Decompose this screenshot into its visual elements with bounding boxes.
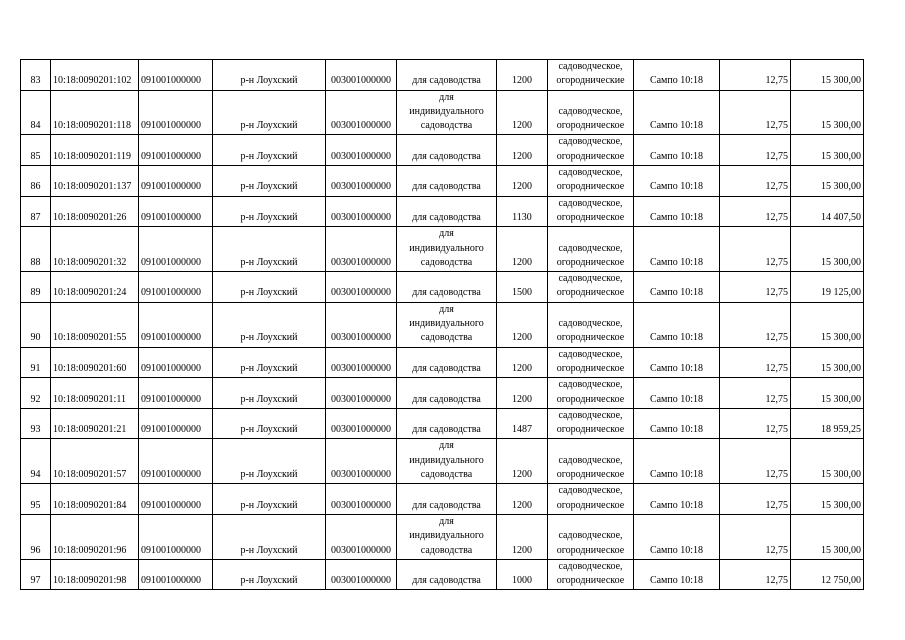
usage-type-line: огородническое (556, 256, 625, 268)
usage-type-cell (548, 227, 634, 272)
cadastral-value-cell: 15 300,00 (791, 439, 864, 484)
category-code-cell: 003001000000 (326, 347, 397, 378)
district-cell: р-н Лоухский (213, 347, 326, 378)
usage-type-cell (548, 90, 634, 135)
usage-type-cell (548, 378, 634, 409)
cadastral-number-cell: 10:18:0090201:55 (51, 302, 139, 347)
category-code-cell: 003001000000 (326, 439, 397, 484)
specific-value-cell: 12,75 (720, 135, 791, 166)
row-number-cell: 97 (21, 559, 51, 590)
okato-code-cell: 091001000000 (139, 559, 213, 590)
district-cell: р-н Лоухский (213, 302, 326, 347)
permitted-use-cell (397, 302, 497, 347)
row-number-cell: 93 (21, 408, 51, 439)
area-cell: 1200 (497, 347, 548, 378)
usage-type-line: огородническое (556, 150, 625, 162)
area-cell: 1200 (497, 227, 548, 272)
permitted-use-line: для садоводства (412, 393, 481, 405)
usage-type-line: огородническое (556, 287, 625, 299)
permitted-use-line: индивидуального (409, 454, 484, 466)
district-cell: р-н Лоухский (213, 559, 326, 590)
cadastral-zone-cell: Сампо 10:18 (634, 378, 720, 409)
okato-code-cell: 091001000000 (139, 347, 213, 378)
category-code-cell: 003001000000 (326, 60, 397, 91)
permitted-use-line: для (439, 440, 454, 452)
category-code-cell: 003001000000 (326, 135, 397, 166)
usage-type-line: садоводческое, (558, 167, 623, 179)
cadastral-value-cell: 15 300,00 (791, 347, 864, 378)
area-cell: 1200 (497, 60, 548, 91)
usage-type-line: огородническое (556, 575, 625, 587)
category-code-cell: 003001000000 (326, 272, 397, 303)
usage-type-line: огородническое (556, 120, 625, 132)
specific-value-cell: 12,75 (720, 166, 791, 197)
specific-value-cell: 12,75 (720, 272, 791, 303)
okato-code-cell: 091001000000 (139, 378, 213, 409)
permitted-use-line: для садоводства (412, 362, 481, 374)
cadastral-value-cell: 15 300,00 (791, 302, 864, 347)
cadastral-zone-cell: Сампо 10:18 (634, 60, 720, 91)
permitted-use-cell (397, 60, 497, 91)
area-cell: 1200 (497, 302, 548, 347)
cadastral-value-cell: 19 125,00 (791, 272, 864, 303)
okato-code-cell: 091001000000 (139, 60, 213, 91)
area-cell: 1200 (497, 90, 548, 135)
cadastral-number-cell: 10:18:0090201:57 (51, 439, 139, 484)
permitted-use-line: для (439, 228, 454, 240)
area-cell: 1200 (497, 439, 548, 484)
category-code-cell: 003001000000 (326, 227, 397, 272)
table-row (21, 439, 864, 484)
cadastral-value-cell: 14 407,50 (791, 196, 864, 227)
permitted-use-line: садоводства (420, 469, 473, 481)
usage-type-cell (548, 196, 634, 227)
usage-type-line: садоводческое, (558, 348, 623, 360)
permitted-use-line: для садоводства (412, 287, 481, 299)
cadastral-number-cell: 10:18:0090201:118 (51, 90, 139, 135)
table-row (21, 60, 864, 91)
permitted-use-cell (397, 559, 497, 590)
specific-value-cell: 12,75 (720, 514, 791, 559)
specific-value-cell: 12,75 (720, 302, 791, 347)
cadastral-number-cell: 10:18:0090201:21 (51, 408, 139, 439)
district-cell: р-н Лоухский (213, 60, 326, 91)
row-number-cell: 88 (21, 227, 51, 272)
category-code-cell: 003001000000 (326, 559, 397, 590)
usage-type-line: огородническое (556, 181, 625, 193)
usage-type-cell (548, 347, 634, 378)
permitted-use-cell (397, 166, 497, 197)
specific-value-cell: 12,75 (720, 439, 791, 484)
district-cell: р-н Лоухский (213, 439, 326, 484)
area-cell: 1200 (497, 484, 548, 515)
cadastral-number-cell: 10:18:0090201:32 (51, 227, 139, 272)
permitted-use-line: для садоводства (412, 424, 481, 436)
row-number-cell: 92 (21, 378, 51, 409)
usage-type-cell (548, 302, 634, 347)
cadastral-zone-cell: Сампо 10:18 (634, 196, 720, 227)
okato-code-cell: 091001000000 (139, 272, 213, 303)
okato-code-cell: 091001000000 (139, 90, 213, 135)
category-code-cell: 003001000000 (326, 196, 397, 227)
usage-type-line: садоводческое, (558, 379, 623, 391)
usage-type-line: садоводческое, (558, 273, 623, 285)
table-row (21, 272, 864, 303)
usage-type-line: садоводческое, (558, 105, 623, 117)
permitted-use-cell (397, 135, 497, 166)
usage-type-line: садоводческое, (558, 136, 623, 148)
permitted-use-cell (397, 196, 497, 227)
cadastral-zone-cell: Сампо 10:18 (634, 439, 720, 484)
usage-type-line: садоводческое, (558, 318, 623, 330)
table-row (21, 378, 864, 409)
table-row (21, 166, 864, 197)
usage-type-line: огородническое (556, 393, 625, 405)
row-number-cell: 85 (21, 135, 51, 166)
row-number-cell: 87 (21, 196, 51, 227)
specific-value-cell: 12,75 (720, 347, 791, 378)
category-code-cell: 003001000000 (326, 408, 397, 439)
area-cell: 1200 (497, 135, 548, 166)
district-cell: р-н Лоухский (213, 227, 326, 272)
usage-type-line: огородническое (556, 332, 625, 344)
usage-type-cell (548, 272, 634, 303)
usage-type-cell (548, 135, 634, 166)
specific-value-cell: 12,75 (720, 196, 791, 227)
cadastral-number-cell: 10:18:0090201:24 (51, 272, 139, 303)
district-cell: р-н Лоухский (213, 90, 326, 135)
cadastral-zone-cell: Сампо 10:18 (634, 90, 720, 135)
specific-value-cell: 12,75 (720, 60, 791, 91)
permitted-use-cell (397, 227, 497, 272)
permitted-use-line: для садоводства (412, 75, 481, 87)
permitted-use-line: индивидуального (409, 242, 484, 254)
usage-type-line: садоводческое, (558, 242, 623, 254)
permitted-use-cell (397, 408, 497, 439)
table-row (21, 484, 864, 515)
row-number-cell: 86 (21, 166, 51, 197)
cadastral-value-cell: 15 300,00 (791, 484, 864, 515)
usage-type-cell (548, 514, 634, 559)
area-cell: 1487 (497, 408, 548, 439)
cadastral-value-cell: 12 750,00 (791, 559, 864, 590)
permitted-use-line: индивидуального (409, 105, 484, 117)
row-number-cell: 95 (21, 484, 51, 515)
usage-type-line: садоводческое, (558, 530, 623, 542)
cadastral-number-cell: 10:18:0090201:119 (51, 135, 139, 166)
cadastral-number-cell: 10:18:0090201:102 (51, 60, 139, 91)
category-code-cell: 003001000000 (326, 90, 397, 135)
district-cell: р-н Лоухский (213, 272, 326, 303)
row-number-cell: 83 (21, 60, 51, 91)
cadastral-number-cell: 10:18:0090201:11 (51, 378, 139, 409)
usage-type-line: садоводческое, (558, 560, 623, 572)
table-row (21, 227, 864, 272)
specific-value-cell: 12,75 (720, 378, 791, 409)
table-row (21, 347, 864, 378)
cadastral-zone-cell: Сампо 10:18 (634, 227, 720, 272)
table-row (21, 135, 864, 166)
specific-value-cell: 12,75 (720, 408, 791, 439)
cadastral-zone-cell: Сампо 10:18 (634, 484, 720, 515)
table-row (21, 514, 864, 559)
permitted-use-cell (397, 272, 497, 303)
usage-type-cell (548, 60, 634, 91)
specific-value-cell: 12,75 (720, 484, 791, 515)
category-code-cell: 003001000000 (326, 378, 397, 409)
permitted-use-line: для (439, 303, 454, 315)
area-cell: 1200 (497, 378, 548, 409)
cadastral-zone-cell: Сампо 10:18 (634, 408, 720, 439)
permitted-use-line: садоводства (420, 120, 473, 132)
row-number-cell: 96 (21, 514, 51, 559)
usage-type-line: огороднические (556, 75, 625, 87)
cadastral-value-cell: 15 300,00 (791, 227, 864, 272)
cadastral-value-cell: 15 300,00 (791, 378, 864, 409)
cadastral-zone-cell: Сампо 10:18 (634, 559, 720, 590)
cadastral-number-cell: 10:18:0090201:98 (51, 559, 139, 590)
specific-value-cell: 12,75 (720, 90, 791, 135)
okato-code-cell: 091001000000 (139, 408, 213, 439)
permitted-use-cell (397, 514, 497, 559)
district-cell: р-н Лоухский (213, 378, 326, 409)
area-cell: 1500 (497, 272, 548, 303)
row-number-cell: 91 (21, 347, 51, 378)
district-cell: р-н Лоухский (213, 514, 326, 559)
row-number-cell: 90 (21, 302, 51, 347)
permitted-use-cell (397, 347, 497, 378)
usage-type-cell (548, 408, 634, 439)
permitted-use-cell (397, 378, 497, 409)
usage-type-line: садоводческое, (558, 409, 623, 421)
cadastral-zone-cell: Сампо 10:18 (634, 514, 720, 559)
district-cell: р-н Лоухский (213, 408, 326, 439)
table-row (21, 90, 864, 135)
permitted-use-line: для садоводства (412, 150, 481, 162)
district-cell: р-н Лоухский (213, 196, 326, 227)
permitted-use-line: для садоводства (412, 499, 481, 511)
permitted-use-line: для садоводства (412, 211, 481, 223)
usage-type-cell (548, 484, 634, 515)
okato-code-cell: 091001000000 (139, 484, 213, 515)
permitted-use-line: для (439, 515, 454, 527)
usage-type-line: огородническое (556, 211, 625, 223)
cadastral-number-cell: 10:18:0090201:96 (51, 514, 139, 559)
area-cell: 1000 (497, 559, 548, 590)
cadastral-zone-cell: Сампо 10:18 (634, 272, 720, 303)
usage-type-cell (548, 166, 634, 197)
permitted-use-line: для садоводства (412, 181, 481, 193)
row-number-cell: 84 (21, 90, 51, 135)
usage-type-line: садоводческое, (558, 454, 623, 466)
district-cell: р-н Лоухский (213, 166, 326, 197)
okato-code-cell: 091001000000 (139, 227, 213, 272)
cadastral-number-cell: 10:18:0090201:26 (51, 196, 139, 227)
table-row (21, 302, 864, 347)
row-number-cell: 94 (21, 439, 51, 484)
land-plots-table (20, 59, 864, 590)
area-cell: 1200 (497, 514, 548, 559)
cadastral-value-cell: 15 300,00 (791, 60, 864, 91)
usage-type-line: садоводческое, (558, 485, 623, 497)
category-code-cell: 003001000000 (326, 514, 397, 559)
permitted-use-line: садоводства (420, 256, 473, 268)
cadastral-zone-cell: Сампо 10:18 (634, 166, 720, 197)
okato-code-cell: 091001000000 (139, 166, 213, 197)
table-row (21, 196, 864, 227)
specific-value-cell: 12,75 (720, 227, 791, 272)
okato-code-cell: 091001000000 (139, 196, 213, 227)
district-cell: р-н Лоухский (213, 135, 326, 166)
cadastral-value-cell: 15 300,00 (791, 90, 864, 135)
usage-type-line: огородническое (556, 544, 625, 556)
cadastral-value-cell: 18 959,25 (791, 408, 864, 439)
usage-type-line: огородническое (556, 499, 625, 511)
cadastral-number-cell: 10:18:0090201:137 (51, 166, 139, 197)
permitted-use-line: индивидуального (409, 530, 484, 542)
area-cell: 1130 (497, 196, 548, 227)
category-code-cell: 003001000000 (326, 166, 397, 197)
usage-type-line: огородническое (556, 362, 625, 374)
row-number-cell: 89 (21, 272, 51, 303)
okato-code-cell: 091001000000 (139, 514, 213, 559)
category-code-cell: 003001000000 (326, 484, 397, 515)
district-cell: р-н Лоухский (213, 484, 326, 515)
cadastral-value-cell: 15 300,00 (791, 135, 864, 166)
usage-type-cell (548, 559, 634, 590)
table-body (21, 60, 864, 590)
okato-code-cell: 091001000000 (139, 302, 213, 347)
cadastral-zone-cell: Сампо 10:18 (634, 347, 720, 378)
usage-type-line: огородническое (556, 469, 625, 481)
permitted-use-line: для (439, 91, 454, 103)
cadastral-value-cell: 15 300,00 (791, 514, 864, 559)
usage-type-cell (548, 439, 634, 484)
okato-code-cell: 091001000000 (139, 439, 213, 484)
table-row (21, 559, 864, 590)
okato-code-cell: 091001000000 (139, 135, 213, 166)
category-code-cell: 003001000000 (326, 302, 397, 347)
usage-type-line: садоводческое, (558, 197, 623, 209)
permitted-use-cell (397, 484, 497, 515)
cadastral-zone-cell: Сампо 10:18 (634, 135, 720, 166)
permitted-use-line: для садоводства (412, 575, 481, 587)
specific-value-cell: 12,75 (720, 559, 791, 590)
cadastral-number-cell: 10:18:0090201:60 (51, 347, 139, 378)
cadastral-value-cell: 15 300,00 (791, 166, 864, 197)
permitted-use-cell (397, 439, 497, 484)
permitted-use-line: индивидуального (409, 318, 484, 330)
cadastral-zone-cell: Сампо 10:18 (634, 302, 720, 347)
usage-type-line: садоводческое, (558, 61, 623, 72)
usage-type-line: огородническое (556, 424, 625, 436)
area-cell: 1200 (497, 166, 548, 197)
permitted-use-cell (397, 90, 497, 135)
cadastral-number-cell: 10:18:0090201:84 (51, 484, 139, 515)
table-row (21, 408, 864, 439)
permitted-use-line: садоводства (420, 332, 473, 344)
permitted-use-line: садоводства (420, 544, 473, 556)
